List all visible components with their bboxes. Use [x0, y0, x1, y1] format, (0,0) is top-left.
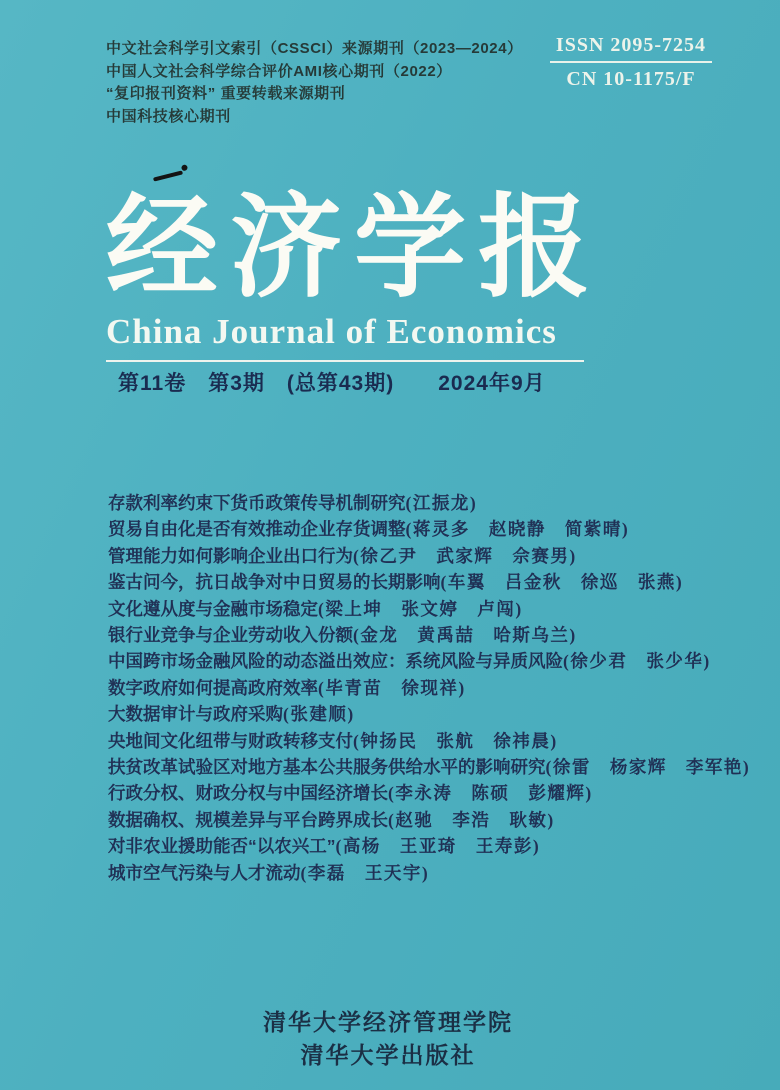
article-title: 数据确权、规模差异与平台跨界成长: [108, 809, 388, 830]
article-item: [108, 701, 750, 727]
article-item: [108, 860, 750, 886]
article-authors: (车翼 吕金秋 徐巡 张燕): [440, 572, 684, 593]
article-authors: (钟扬民 张航 徐祎晨): [353, 730, 558, 751]
accolade-list: [106, 38, 523, 128]
issn-divider: [550, 61, 712, 63]
article-authors: (赵驰 李浩 耿敏): [388, 809, 555, 830]
article-title: 对非农业援助能否“以农兴工”: [108, 836, 336, 857]
publisher-press: 清华大学出版社: [300, 1042, 476, 1068]
article-title: 数字政府如何提高政府效率: [108, 677, 318, 698]
publisher-block: [0, 1006, 776, 1072]
article-item: [108, 622, 750, 648]
article-item: [108, 675, 750, 701]
accolade-line: 中国人文社会科学综合评价AMI核心期刊（2022）: [106, 62, 452, 80]
article-title: 大数据审计与政府采购: [108, 704, 283, 725]
journal-title-en: China Journal of Economics: [106, 312, 557, 351]
article-title: 贸易自由化是否有效推动企业存货调整: [108, 519, 406, 540]
publisher-institute: 清华大学经济管理学院: [263, 1009, 513, 1035]
article-authors: (毕青苗 徐现祥): [318, 677, 466, 698]
article-item: [108, 780, 750, 806]
article-item: [108, 807, 750, 833]
accolade-line: “复印报刊资料” 重要转载来源期刊: [106, 85, 346, 102]
article-title: 银行业竞争与企业劳动收入份额: [108, 625, 353, 646]
article-item: [108, 833, 750, 859]
article-item: [108, 728, 750, 754]
article-list: [108, 490, 750, 886]
article-authors: (徐雷 杨家辉 李军艳): [545, 757, 751, 778]
article-authors: (李磊 王天宇): [300, 862, 430, 883]
article-authors: (梁上坤 张文婷 卢闯): [318, 598, 523, 619]
issue-info: 第11卷 第3期 (总第43期) 2024年9月: [118, 372, 546, 395]
cn-number: CN 10-1175/F: [566, 68, 696, 90]
issn-block: [548, 34, 714, 91]
article-item: [108, 543, 750, 569]
article-authors: (高杨 王亚琦 王寿彭): [335, 836, 541, 857]
article-authors: (徐乙尹 武家辉 佘赛男): [353, 545, 577, 566]
article-title: 央地间文化纽带与财政转移支付: [108, 730, 353, 751]
article-authors: (蒋灵多 赵晓静 简紫晴): [405, 519, 630, 540]
article-title: 文化遵从度与金融市场稳定: [108, 598, 318, 619]
title-divider: [106, 360, 584, 362]
article-item: [108, 596, 750, 622]
article-authors: (徐少君 张少华): [563, 651, 711, 672]
article-title: 城市空气污染与人才流动: [108, 862, 301, 883]
accolade-line: 中国科技核心期刊: [106, 107, 231, 125]
article-item: [108, 754, 750, 780]
article-title: 管理能力如何影响企业出口行为: [108, 545, 353, 566]
article-title: 中国跨市场金融风险的动态溢出效应：系统风险与异质风险: [108, 651, 563, 672]
article-item: [108, 569, 750, 595]
accolade-line: 中文社会科学引文索引（CSSCI）来源期刊（2023—2024）: [106, 40, 523, 57]
article-authors: (金龙 黄禹喆 哈斯乌兰): [353, 625, 577, 646]
article-item: [108, 490, 750, 516]
article-authors: (李永涛 陈硕 彭耀辉): [388, 783, 593, 804]
article-title: 扶贫改革试验区对地方基本公共服务供给水平的影响研究: [108, 757, 546, 778]
article-title: 行政分权、财政分权与中国经济增长: [108, 783, 388, 804]
article-item: [108, 516, 750, 542]
article-authors: (江振龙): [405, 493, 478, 513]
journal-title-cn: 经济学报: [106, 187, 602, 311]
issn-number: ISSN 2095-7254: [555, 34, 707, 56]
article-title: 鉴古问今，抗日战争对中日贸易的长期影响: [108, 572, 441, 593]
article-item: [108, 648, 750, 674]
article-authors: (张建顺): [283, 704, 355, 725]
article-title: 存款利率约束下货币政策传导机制研究: [108, 493, 406, 513]
